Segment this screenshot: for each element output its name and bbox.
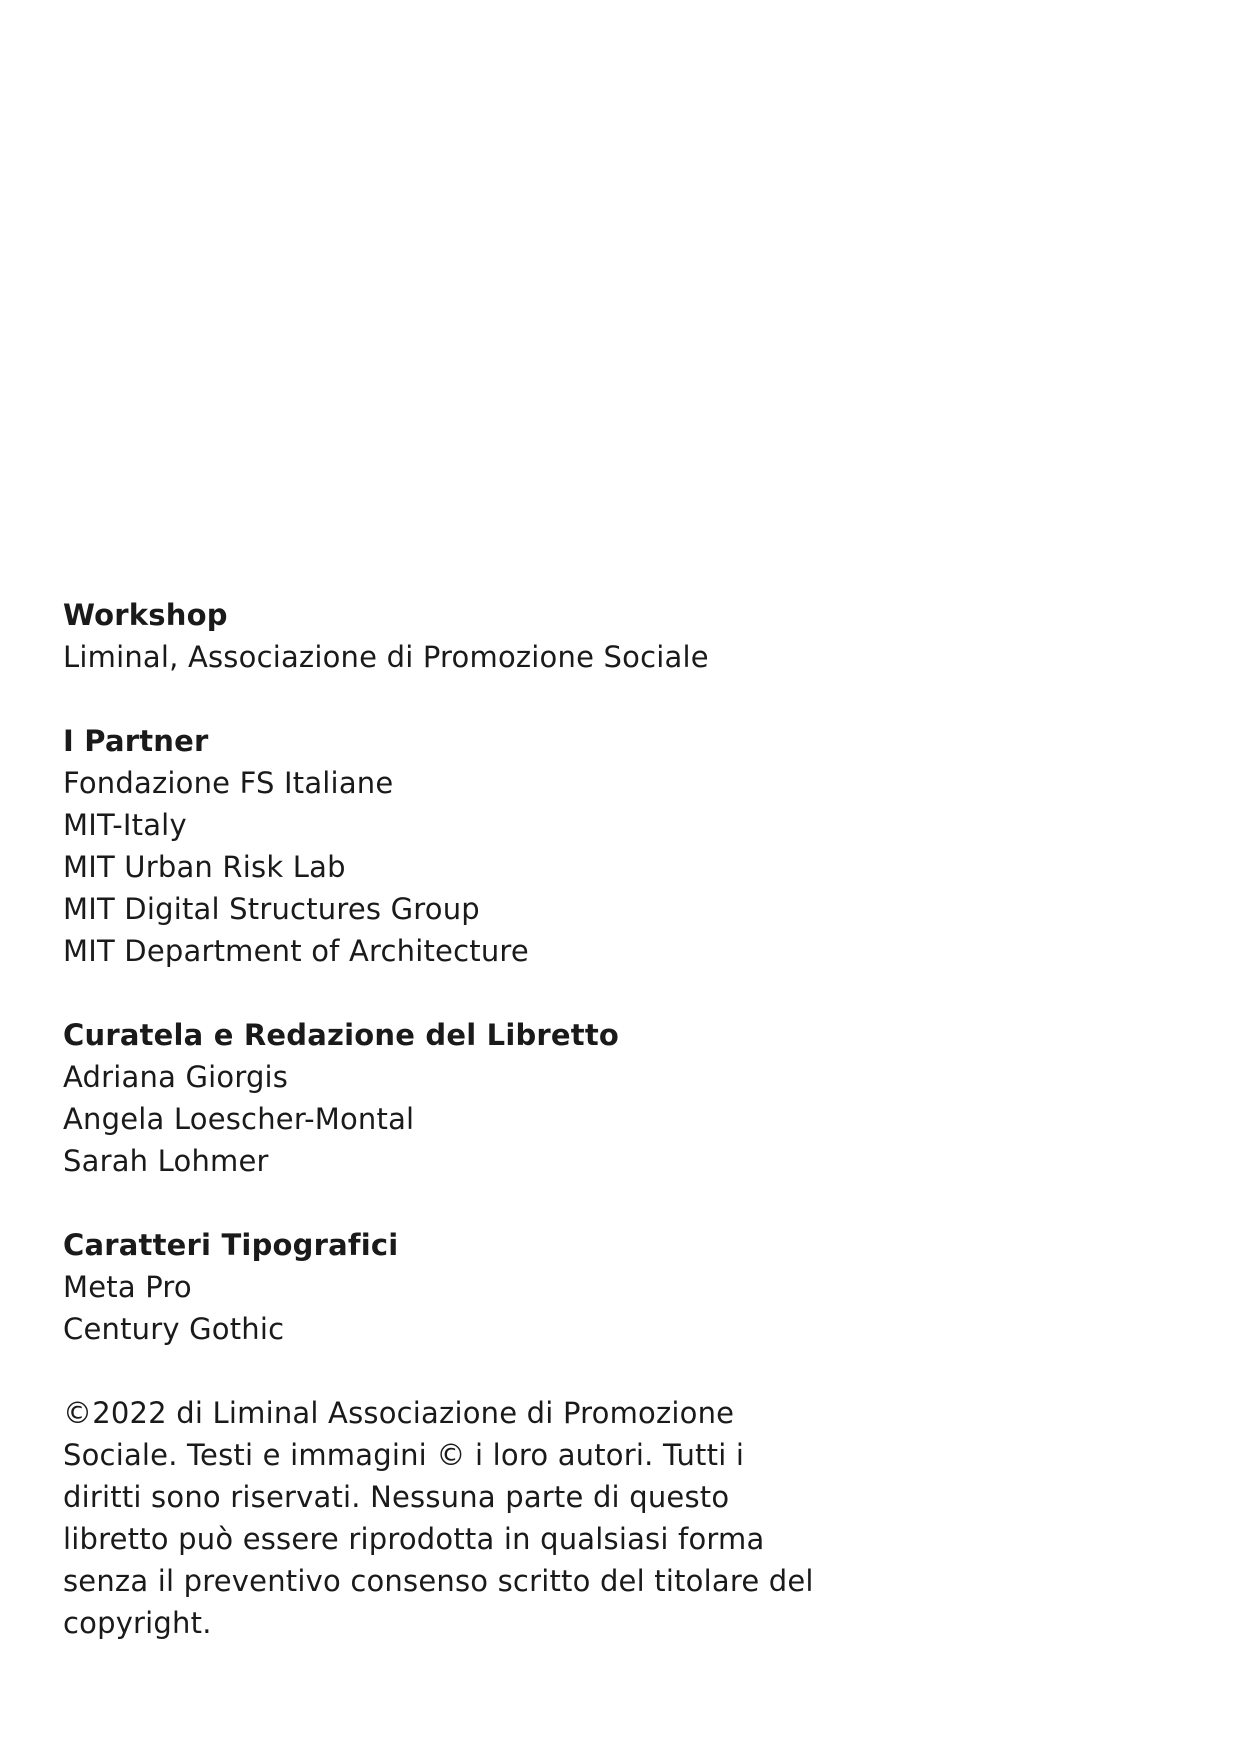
credit-line: Sarah Lohmer (63, 1144, 269, 1178)
credit-line: Angela Loescher-Montal (63, 1102, 415, 1136)
credit-line: Adriana Giorgis (63, 1060, 289, 1094)
section-lines (63, 1266, 823, 1350)
colophon (63, 594, 823, 1644)
section-title: Curatela e Redazione del Libretto (63, 1018, 620, 1052)
credit-line: Fondazione FS Italiane (63, 766, 394, 800)
section-curatela (63, 1014, 823, 1182)
credit-line: MIT-Italy (63, 808, 187, 842)
section-title: I Partner (63, 724, 209, 758)
credit-line: MIT Digital Structures Group (63, 892, 480, 926)
credit-line: Liminal, Associazione di Promozione Sociale (63, 640, 709, 674)
copyright-line: copyright. (63, 1606, 212, 1640)
credit-line: Meta Pro (63, 1270, 192, 1304)
section-lines (63, 1056, 823, 1182)
copyright-line: libretto può essere riprodotta in qualsiasi forma (63, 1522, 765, 1556)
copyright-line: senza il preventivo consenso scritto del titolare del (63, 1564, 814, 1598)
copyright-line: diritti sono riservati. Nessuna parte di questo (63, 1480, 730, 1514)
section-caratteri (63, 1224, 823, 1350)
credit-line: Century Gothic (63, 1312, 285, 1346)
section-title: Caratteri Tipografici (63, 1228, 399, 1262)
section-lines (63, 636, 823, 678)
credit-line: MIT Urban Risk Lab (63, 850, 346, 884)
credit-line: MIT Department of Architecture (63, 934, 529, 968)
copyright-line: ©2022 di Liminal Associazione di Promozione (63, 1396, 735, 1430)
section-lines (63, 762, 823, 972)
section-title: Workshop (63, 598, 228, 632)
section-partner (63, 720, 823, 972)
copyright-notice (63, 1392, 823, 1644)
copyright-line: Sociale. Testi e immagini © i loro autori. Tutti i (63, 1438, 745, 1472)
section-workshop (63, 594, 823, 678)
